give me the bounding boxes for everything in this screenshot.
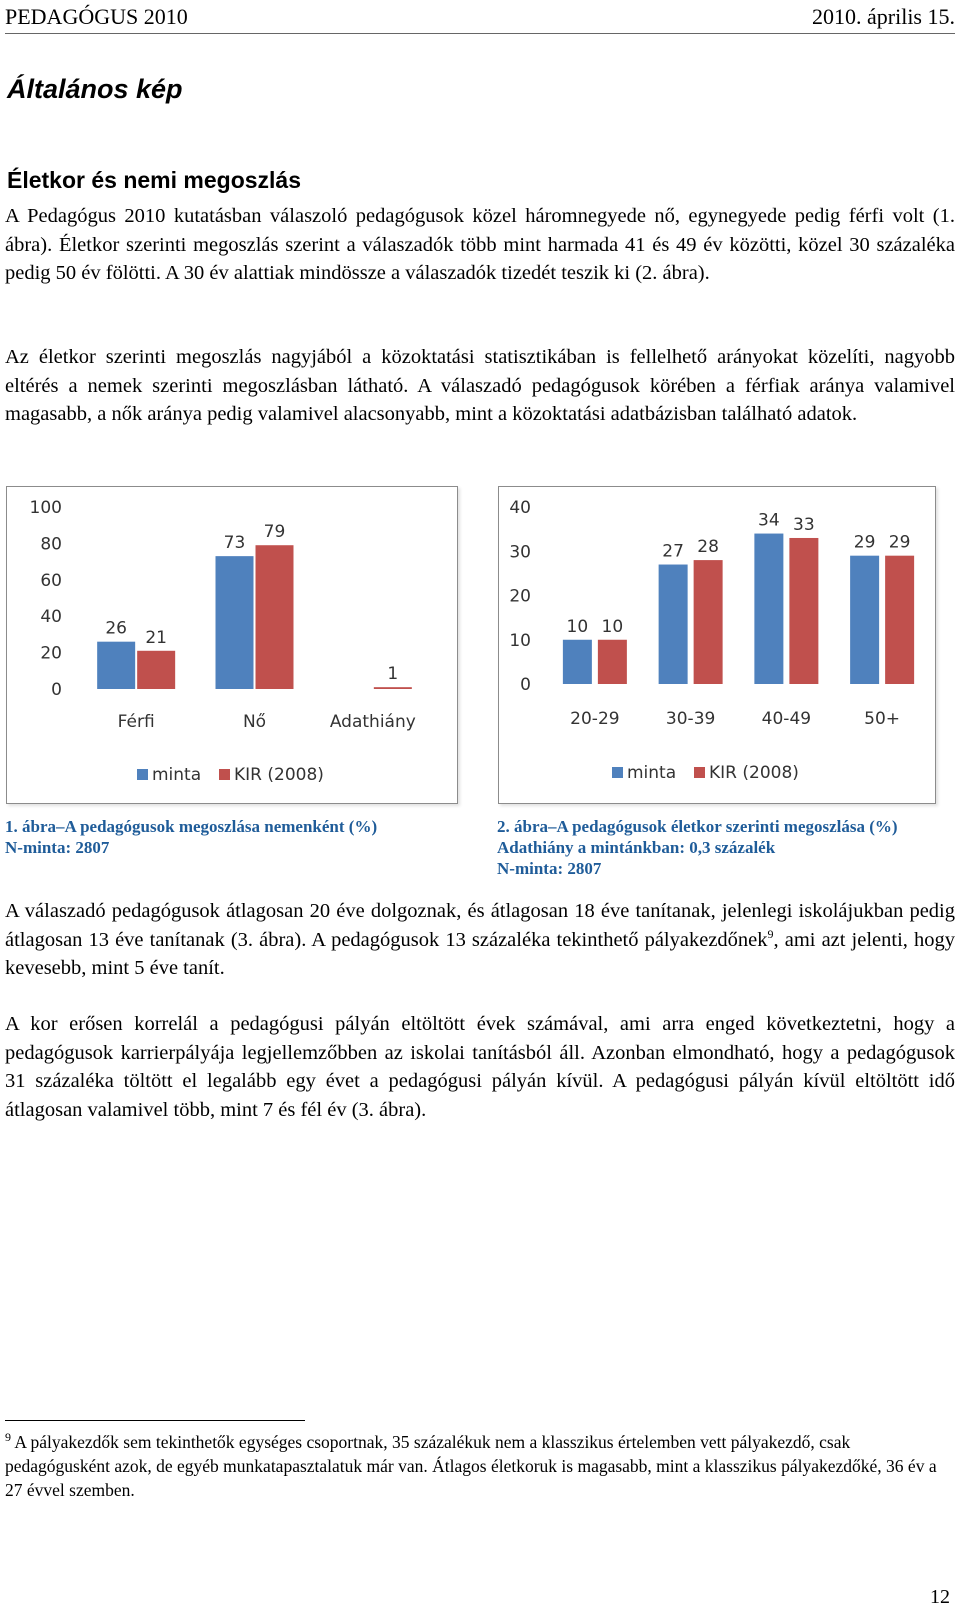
chart1-data-label: 73 bbox=[223, 533, 246, 554]
chart1-category-label: Férfi bbox=[117, 712, 155, 732]
header-divider bbox=[5, 33, 955, 34]
chart2-data-label: 33 bbox=[793, 514, 815, 535]
figure-2-caption-sample: N-minta: 2807 bbox=[497, 859, 602, 878]
chart2-data-label: 10 bbox=[601, 616, 624, 637]
figure-2-caption-missing: Adathiány a mintánkban: 0,3 százalék bbox=[497, 838, 776, 857]
chart-age-svg bbox=[499, 487, 935, 803]
chart1-data-label: 26 bbox=[105, 618, 127, 639]
chart2-bar-minta bbox=[850, 556, 879, 684]
chart1-data-label: 1 bbox=[387, 664, 399, 685]
chart1-bar-kir bbox=[137, 651, 175, 689]
chart1-legend-label: KIR (2008) bbox=[234, 765, 324, 785]
chart1-y-tick-label: 0 bbox=[51, 680, 62, 700]
chart2-y-tick-label: 0 bbox=[520, 675, 531, 695]
chart2-legend-swatch bbox=[612, 767, 623, 778]
chart2-bar-kir bbox=[789, 538, 818, 684]
chart2-y-tick-label: 30 bbox=[509, 542, 531, 563]
chart1-bar-minta bbox=[97, 642, 135, 689]
chart1-y-tick-label: 60 bbox=[40, 570, 62, 591]
chart1-bar-kir bbox=[256, 545, 294, 689]
chart2-legend-label: minta bbox=[627, 763, 677, 783]
chart-gender-distribution bbox=[6, 486, 458, 804]
chart2-data-label: 27 bbox=[662, 541, 684, 562]
chart2-bar-minta bbox=[754, 534, 783, 684]
chart2-data-label: 10 bbox=[566, 616, 589, 637]
figure-1-caption bbox=[5, 816, 465, 858]
paragraph-3-text-end: , ami azt jelenti, hogy kevesebb, mint 5 éve tanít. bbox=[5, 928, 955, 979]
chart-age-distribution bbox=[498, 486, 936, 804]
footnote-divider bbox=[5, 1420, 305, 1421]
chart2-y-tick-label: 20 bbox=[509, 586, 531, 607]
chart1-bar-minta bbox=[216, 556, 254, 689]
footnote-text: A pályakezdők sem tekinthetők egységes csoportnak, 35 százalékuk nem a klasszikus értelemben vett pályakezdő, csak pedagógusként azok, de egyéb munkatapasztalatuk már van. Átlagos életkoruk is magasabb, mint a klasszikus pályakezdőké, 36 év a 27 évvel szemben. bbox=[5, 1432, 937, 1500]
paragraph-3-text: A válaszadó pedagógusok átlagosan 20 éve dolgoznak, és átlagosan 18 éve tanítanak, jelenlegi iskolájukban pedig átlagosan 13 éve tanítanak (3. ábra). A pedagógusok 13 százaléka tekinthető pályakezdőnek bbox=[5, 900, 955, 951]
chart2-bar-kir bbox=[694, 560, 723, 684]
chart1-y-tick-label: 40 bbox=[40, 607, 62, 628]
figure-1-caption-title: 1. ábra–A pedagógusok megoszlása nemenként (%) bbox=[5, 817, 378, 836]
figure-2-caption-title: 2. ábra–A pedagógusok életkor szerinti megoszlása (%) bbox=[497, 817, 898, 836]
chart2-data-label: 29 bbox=[853, 532, 876, 553]
subsection-title: Életkor és nemi megoszlás bbox=[7, 167, 302, 193]
chart1-legend-label: minta bbox=[152, 765, 202, 785]
chart2-category-label: 30-39 bbox=[665, 709, 716, 729]
chart2-legend-label: KIR (2008) bbox=[709, 763, 799, 783]
chart2-data-label: 29 bbox=[888, 532, 911, 553]
chart2-bar-kir bbox=[885, 556, 914, 684]
chart1-category-label: Nő bbox=[242, 712, 267, 732]
chart1-data-label: 21 bbox=[145, 627, 167, 648]
figure-2-caption bbox=[497, 816, 957, 879]
chart1-y-tick-label: 20 bbox=[40, 643, 62, 664]
chart2-category-label: 40-49 bbox=[761, 709, 812, 729]
footnote-number: 9 bbox=[5, 1430, 11, 1445]
chart1-bar-kir bbox=[374, 687, 412, 689]
chart2-bar-minta bbox=[563, 640, 592, 684]
chart2-y-tick-label: 10 bbox=[509, 630, 531, 651]
chart-gender-svg bbox=[7, 487, 457, 803]
section-title: Általános kép bbox=[7, 74, 183, 104]
chart1-y-tick-label: 80 bbox=[40, 534, 62, 555]
footnote-reference[interactable]: 9 bbox=[767, 926, 774, 941]
header-date: 2010. április 15. bbox=[812, 4, 955, 29]
page-header bbox=[5, 2, 955, 34]
paragraph-4: A kor erősen korrelál a pedagógusi pályán eltöltött évek számával, ami arra enged következtetni, hogy a pedagógusok karrierpályája legjellemzőbben az iskolai tanításból áll. Azonban elmondható, hogy a pedagógusok 31 százaléka töltött el legalább egy évet a pedagógusi pályán kívül. A pedagógusi pályán kívül eltöltött idő átlagosan valamivel több, mint 7 és fél év (3. ábra). bbox=[5, 1013, 955, 1121]
chart1-legend-swatch bbox=[137, 769, 148, 780]
chart2-legend-swatch bbox=[694, 767, 705, 778]
figure-1-caption-sample: N-minta: 2807 bbox=[5, 838, 110, 857]
chart2-bar-kir bbox=[598, 640, 627, 684]
chart2-bar-minta bbox=[659, 565, 688, 684]
page-number: 12 bbox=[930, 1586, 950, 1608]
chart2-category-label: 20-29 bbox=[570, 709, 620, 729]
chart2-category-label: 50+ bbox=[864, 709, 901, 729]
paragraph-1: A Pedagógus 2010 kutatásban válaszoló pedagógusok közel háromnegyede nő, egynegyede pedig férfi volt (1. ábra). Életkor szerinti megoszlás szerint a válaszadók több mint harmada 41 és 49 év közötti, közel 30 százaléka pedig 50 év fölötti. A 30 év alattiak mindössze a válaszadók tizedét teszik ki (2. ábra). bbox=[5, 205, 955, 284]
paragraph-2: Az életkor szerinti megoszlás nagyjából a közoktatási statisztikában is fellelhető arányokat közelíti, nagyobb eltérés a nemek szerinti megoszlásban látható. A válaszadó pedagógusok körében a férfiak aránya valamivel magasabb, a nők aránya pedig valamivel alacsonyabb, mint a közoktatási adatbázisban található adatok. bbox=[5, 346, 955, 425]
chart1-y-tick-label: 100 bbox=[29, 498, 62, 518]
chart2-y-tick-label: 40 bbox=[509, 498, 531, 518]
chart2-data-label: 28 bbox=[697, 537, 719, 558]
chart1-data-label: 79 bbox=[263, 522, 286, 543]
chart1-category-label: Adathiány bbox=[329, 712, 416, 732]
footnote bbox=[5, 1430, 955, 1502]
header-journal-title: PEDAGÓGUS 2010 bbox=[5, 4, 188, 29]
chart1-legend-swatch bbox=[219, 769, 230, 780]
chart2-data-label: 34 bbox=[758, 510, 780, 531]
paragraph-3 bbox=[5, 897, 955, 983]
